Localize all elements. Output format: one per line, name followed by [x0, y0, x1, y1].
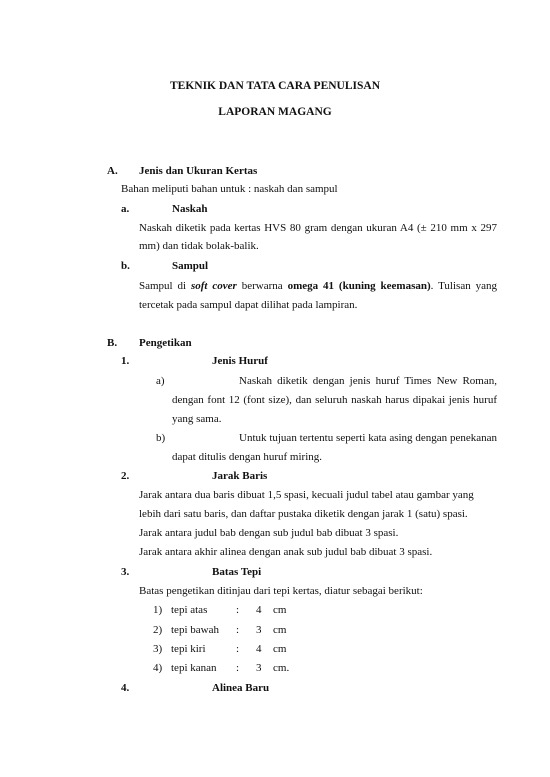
- section-b-letter: B.: [107, 337, 118, 349]
- item3-marker: 3.: [121, 566, 130, 578]
- item3-heading: Batas Tepi: [212, 566, 262, 578]
- naskah-line2: mm) dan tidak bolak-balik.: [139, 240, 259, 252]
- item1-a-marker: a): [156, 375, 165, 387]
- item1-b-marker: b): [156, 432, 166, 444]
- item3-intro: Batas pengetikan ditinjau dari tepi kertas, diatur sebagai berikut:: [139, 585, 423, 597]
- item2-marker: 2.: [121, 470, 130, 482]
- item4-marker: 4.: [121, 682, 130, 694]
- margin-row-num: 1): [153, 604, 163, 616]
- sampul-line2: tercetak pada sampul dapat dilihat pada lampiran.: [139, 299, 358, 311]
- item1-a-line1: Naskah diketik dengan jenis huruf Times New Roman,: [239, 375, 497, 387]
- item4-heading: Alinea Baru: [212, 682, 270, 694]
- sampul-text-post: . Tulisan yang: [430, 280, 497, 292]
- subsection-b-marker: b.: [121, 260, 130, 272]
- item1-marker: 1.: [121, 355, 130, 367]
- margin-row-num: 2): [153, 624, 163, 636]
- soft-cover-emphasis: soft cover: [190, 280, 237, 292]
- item1-a-line3: yang sama.: [172, 413, 222, 425]
- omega-color-emphasis: omega 41 (kuning keemasan): [287, 280, 431, 292]
- item2-line1: Jarak antara dua baris dibuat 1,5 spasi, kecuali judul tabel atau gambar yang: [139, 489, 474, 501]
- section-a-intro: Bahan meliputi bahan untuk : naskah dan sampul: [121, 183, 338, 195]
- margin-row-value: 3: [256, 662, 262, 674]
- margin-row-value: 4: [256, 643, 262, 655]
- subsection-naskah-heading: Naskah: [172, 203, 208, 215]
- item2-line3: Jarak antara judul bab dengan sub judul bab dibuat 3 spasi.: [139, 527, 399, 539]
- document-title-line2: LAPORAN MAGANG: [218, 106, 332, 118]
- naskah-line1: Naskah diketik pada kertas HVS 80 gram dengan ukuran A4 (± 210 mm x 297: [139, 222, 497, 234]
- sampul-line1: [139, 280, 497, 292]
- margin-row-label: tepi bawah: [171, 624, 219, 636]
- item1-a-line2: dengan font 12 (font size), dan seluruh naskah harus dipakai jenis huruf: [172, 394, 497, 406]
- subsection-sampul-heading: Sampul: [172, 260, 209, 272]
- margin-row-colon: :: [236, 643, 240, 655]
- margin-row-value: 3: [256, 624, 262, 636]
- margin-row-label: tepi kanan: [171, 662, 217, 674]
- margin-row-num: 3): [153, 643, 163, 655]
- item2-heading: Jarak Baris: [212, 470, 268, 482]
- margin-row-label: tepi kiri: [171, 643, 206, 655]
- margin-row-colon: :: [236, 604, 240, 616]
- margin-row-unit: cm: [273, 624, 287, 636]
- item1-b-line1: Untuk tujuan tertentu seperti kata asing dengan penekanan: [239, 432, 497, 444]
- sampul-text-pre: Sampul di: [139, 280, 191, 292]
- margin-row-unit: cm: [273, 643, 287, 655]
- margin-row-value: 4: [256, 604, 262, 616]
- margin-row-label: tepi atas: [171, 604, 208, 616]
- section-a-letter: A.: [107, 165, 118, 177]
- document-title-line1: TEKNIK DAN TATA CARA PENULISAN: [169, 80, 380, 92]
- margin-row-num: 4): [153, 662, 163, 674]
- section-a-heading: Jenis dan Ukuran Kertas: [139, 165, 258, 177]
- item1-heading: Jenis Huruf: [212, 355, 268, 367]
- item2-line4: Jarak antara akhir alinea dengan anak sub judul bab dibuat 3 spasi.: [139, 546, 433, 558]
- margin-row-colon: :: [236, 624, 240, 636]
- subsection-a-marker: a.: [121, 203, 130, 215]
- margin-row-unit: cm: [273, 604, 287, 616]
- item2-line2: lebih dari satu baris, dan daftar pustaka diketik dengan jarak 1 (satu) spasi.: [139, 508, 468, 520]
- margin-row-unit: cm.: [273, 662, 290, 674]
- section-b-heading: Pengetikan: [139, 337, 192, 349]
- item1-b-line2: dapat ditulis dengan huruf miring.: [172, 451, 322, 463]
- margin-row-colon: :: [236, 662, 240, 674]
- sampul-text-mid: berwarna: [236, 280, 288, 292]
